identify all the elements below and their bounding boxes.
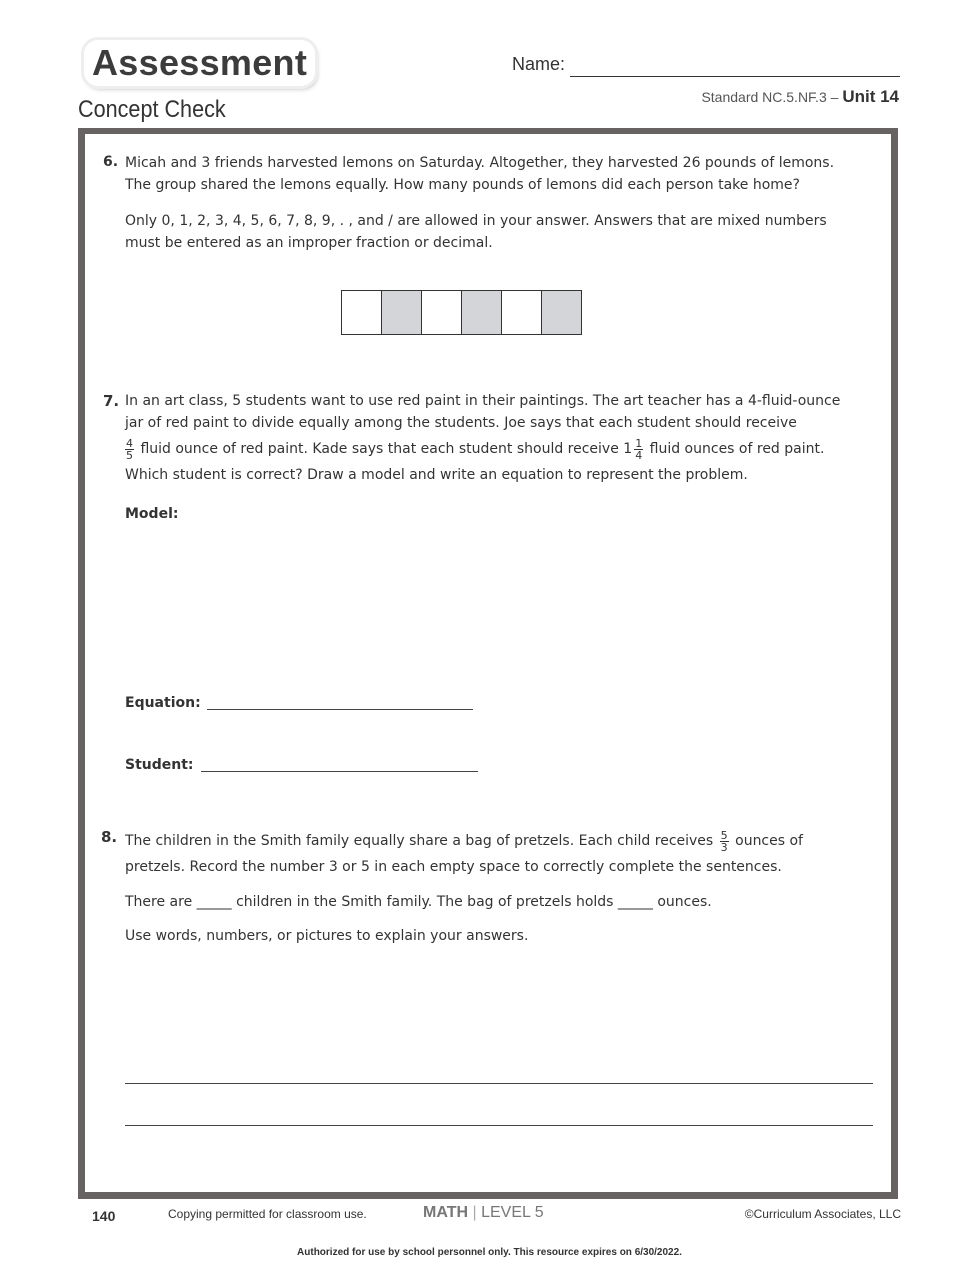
answer-box[interactable]: [542, 291, 581, 334]
denominator: 5: [126, 448, 133, 462]
answer-line[interactable]: [125, 1083, 873, 1084]
numerator: 1: [635, 436, 643, 450]
numerator: 4: [126, 436, 133, 450]
math-label: MATH: [423, 1204, 469, 1221]
fraction-1-4: [634, 438, 643, 461]
q8-text1a: The children in the Smith family equally share a bag of pretzels. Each child receives: [125, 833, 714, 849]
student-label: Student:: [125, 757, 194, 773]
q7-line4: Which student is correct? Draw a model and write an equation to represent the problem.: [125, 467, 748, 483]
q6-line2: The group shared the lemons equally. How many pounds of lemons did each person take home?: [125, 177, 800, 193]
denominator: 3: [720, 840, 728, 854]
q6-number: 6.: [103, 154, 119, 170]
q6-instr1: Only 0, 1, 2, 3, 4, 5, 6, 7, 8, 9, . , and / are allowed in your answer. Answers that are mixed numbers: [125, 213, 827, 229]
q8-number: 8.: [101, 828, 118, 846]
authorization-notice: Authorized for use by school personnel only. This resource expires on 6/30/2022.: [297, 1247, 682, 1258]
q7-line3: [125, 434, 840, 464]
model-label: Model:: [125, 506, 179, 522]
question-frame: [78, 128, 898, 1199]
q8-line1: [125, 826, 803, 856]
equation-label: Equation:: [125, 695, 201, 711]
fraction-5-3: [720, 830, 729, 853]
answer-box[interactable]: [382, 291, 422, 334]
q6-prompt: [125, 152, 834, 254]
q7-number: 7.: [103, 392, 120, 410]
standard-text: Standard NC.5.NF.3 –: [701, 89, 839, 105]
standard-label: [701, 87, 899, 107]
unit-label: Unit 14: [842, 87, 899, 106]
q6-instr2: must be entered as an improper fraction or decimal.: [125, 235, 493, 251]
copyright: ©Curriculum Associates, LLC: [744, 1207, 901, 1221]
level-label: LEVEL 5: [481, 1204, 544, 1221]
q6-line1: Micah and 3 friends harvested lemons on Saturday. Altogether, they harvested 26 pounds of lemons.: [125, 155, 835, 171]
q7-text3b: fluid ounces of red paint.: [649, 441, 825, 457]
answer-box[interactable]: [342, 291, 382, 334]
numerator: 5: [720, 828, 728, 842]
equation-field[interactable]: [207, 709, 473, 710]
assessment-logo: Assessment: [84, 40, 315, 86]
name-label: Name:: [512, 54, 566, 74]
copy-notice: Copying permitted for classroom use.: [168, 1207, 367, 1221]
q7-prompt: [125, 390, 840, 486]
q8-prompt: [125, 826, 803, 947]
page-number: 140: [92, 1208, 116, 1224]
series-label: MATH | LEVEL 5: [423, 1204, 544, 1221]
q8-text1b: ounces of: [735, 833, 803, 849]
page-subtitle: Concept Check: [78, 96, 226, 123]
answer-line[interactable]: [125, 1125, 873, 1126]
q6-answer-grid[interactable]: [341, 290, 582, 335]
fraction-4-5: [125, 438, 134, 461]
q7-text3a: fluid ounce of red paint. Kade says that each student should receive 1: [140, 441, 633, 457]
student-field[interactable]: [201, 771, 478, 772]
q7-line1: In an art class, 5 students want to use red paint in their paintings. The art teacher has a 4-fluid-ounce: [125, 393, 841, 409]
answer-box[interactable]: [422, 291, 462, 334]
q8-line2: pretzels. Record the number 3 or 5 in each empty space to correctly complete the sentences.: [125, 859, 782, 875]
denominator: 4: [635, 448, 643, 462]
q8-explain: Use words, numbers, or pictures to explain your answers.: [125, 928, 529, 944]
name-field[interactable]: [570, 76, 900, 77]
answer-box[interactable]: [462, 291, 502, 334]
answer-box[interactable]: [502, 291, 542, 334]
q7-line2: jar of red paint to divide equally among the students. Joe says that each student should receive: [125, 415, 797, 431]
q8-sentence[interactable]: There are _____ children in the Smith family. The bag of pretzels holds _____ ounces.: [125, 894, 712, 910]
